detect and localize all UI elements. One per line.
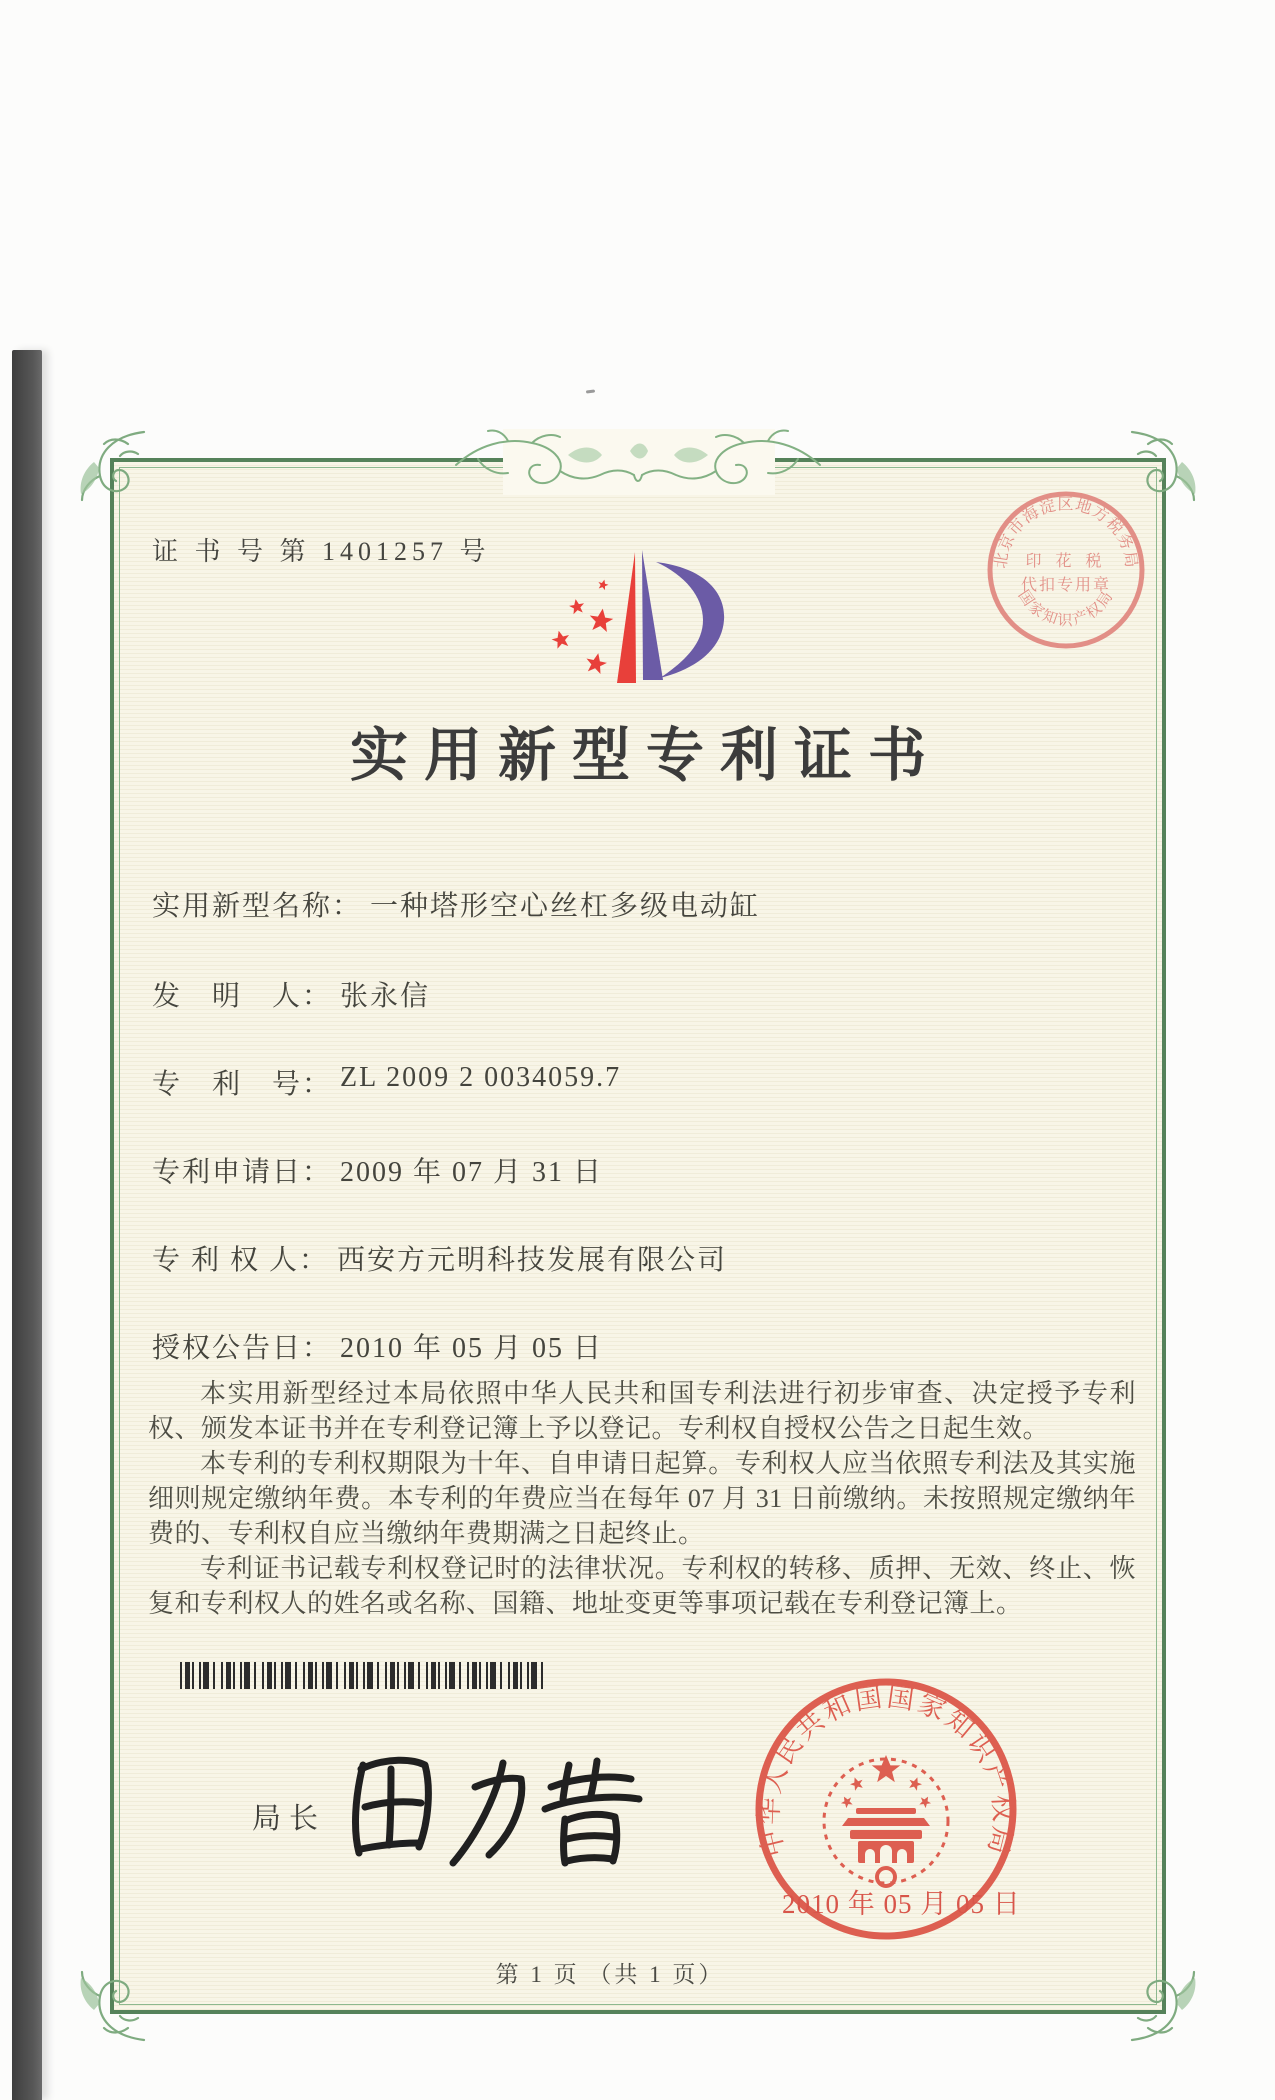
cnipa-logo-icon: [540, 540, 745, 690]
authority-seal-arc-text: 中华人民共和国国家知识产权局: [753, 1681, 1019, 1860]
field-label: 专 利 权 人：: [152, 1245, 330, 1276]
body-paragraph: 本专利的专利权期限为十年、自申请日起算。专利权人应当依照专利法及其实施细则规定缴纳年费。本专利的年费应当在每年 07 月 31 日前缴纳。未按照规定缴纳年费的、专利权自应当缴纳年费期满之日起终止。: [148, 1449, 1136, 1548]
dragon-ornament-icon: [448, 425, 828, 501]
tax-seal-arc-bottom-text: 国家知识产权局: [1014, 587, 1118, 629]
barcode: [180, 1662, 548, 1689]
field-grant-publication-date: [152, 1326, 603, 1366]
field-value: 2009 年 07 月 31 日: [340, 1157, 604, 1188]
field-value: 2010 年 05 月 05 日: [340, 1333, 604, 1364]
issuer-role-label: 局长: [252, 1803, 327, 1835]
scan-edge-strip: [12, 350, 42, 2100]
field-label: 专利申请日：: [152, 1157, 333, 1188]
field-value: 西安方元明科技发展有限公司: [337, 1245, 728, 1276]
field-label: 实用新型名称：: [152, 891, 363, 922]
legal-body-text: [148, 1376, 1136, 1621]
national-emblem-icon: [824, 1755, 948, 1886]
field-value: 张永信: [340, 981, 431, 1012]
corner-flourish-icon: [70, 420, 154, 504]
body-paragraph: 专利证书记载专利权登记时的法律状况。专利权的转移、质押、无效、终止、恢复和专利权人的姓名或名称、国籍、地址变更等事项记载在专利登记簿上。: [148, 1554, 1136, 1618]
field-patent-number: [152, 1062, 621, 1102]
paper-speck: [586, 389, 595, 393]
field-patentee: [152, 1238, 727, 1278]
field-inventor: [152, 974, 430, 1014]
certificate-number: 证 书 号 第 1401257 号: [152, 537, 491, 566]
field-filing-date: [152, 1150, 603, 1190]
tax-seal-arc-top-text: 北京市海淀区地方税务局: [992, 496, 1140, 570]
tax-seal-center-line1: 印 花 税: [1025, 553, 1107, 570]
field-utility-model-name: [152, 884, 760, 924]
field-label: 发 明 人：: [152, 981, 333, 1012]
field-value: 一种塔形空心丝杠多级电动缸: [370, 891, 761, 922]
signature-name: [0, 0, 1, 1]
field-label: 专 利 号：: [152, 1069, 333, 1100]
page-footer: 第 1 页 （共 1 页）: [495, 1962, 725, 1987]
field-label: 授权公告日：: [152, 1333, 333, 1364]
body-paragraph: 本实用新型经过本局依照中华人民共和国专利法进行初步审查、决定授予专利权、颁发本证书并在专利登记簿上予以登记。专利权自授权公告之日起生效。: [148, 1379, 1136, 1443]
seal-date: 2010 年 05 月 05 日: [782, 1889, 1021, 1919]
tax-stamp-seal-icon: [983, 487, 1149, 653]
certificate-title: 实用新型专利证书: [349, 723, 942, 788]
tax-seal-center-line2: 代扣专用章: [1020, 577, 1112, 594]
field-value: ZL 2009 2 0034059.7: [340, 1062, 622, 1093]
corner-flourish-icon: [1122, 1968, 1206, 2052]
commissioner-signature-icon: [325, 1735, 655, 1885]
